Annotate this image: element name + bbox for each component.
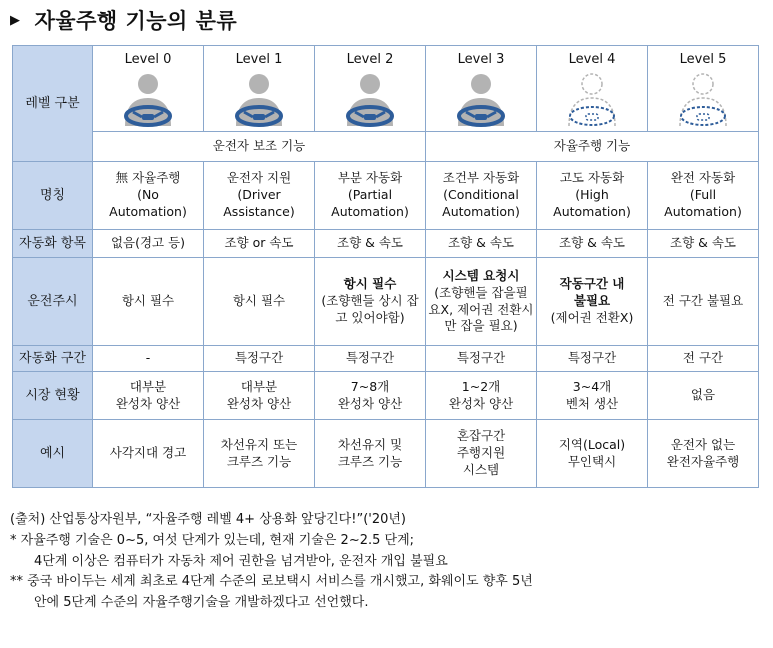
example-cell: 차선유지 및 크루즈 기능 (315, 420, 426, 488)
market-cell: 대부분 완성차 양산 (93, 372, 204, 420)
level-cell (648, 46, 759, 132)
level-cell (204, 46, 315, 132)
footnotes (10, 510, 765, 614)
page-title (10, 4, 237, 36)
triangle-bullet-icon: ▶ (10, 12, 21, 28)
driver-icon (230, 72, 288, 128)
level-label: Level 1 (235, 51, 283, 67)
zone-cell: 특정구간 (426, 346, 537, 372)
example-cell: 사각지대 경고 (93, 420, 204, 488)
footnote-2: ** 중국 바이두는 세계 최초로 4단계 수준의 로보택시 서비스를 개시했고, 화웨이도 향후 5년 (10, 574, 533, 590)
group-autonomous: 자율주행 기능 (426, 132, 759, 162)
driver-cell: 시스템 요청시 (조향핸들 잡을필 요X, 제어권 전환시 만 잡을 필요) (426, 258, 537, 346)
zone-cell: 특정구간 (204, 346, 315, 372)
market-cell: 대부분 완성차 양산 (204, 372, 315, 420)
name-cell: 고도 자동화 (High Automation) (537, 162, 648, 230)
market-cell: 3~4개 벤처 생산 (537, 372, 648, 420)
items-cell: 없음(경고 등) (93, 230, 204, 258)
items-cell: 조향 & 속도 (315, 230, 426, 258)
zone-cell: 특정구간 (537, 346, 648, 372)
name-cell: 조건부 자동화 (Conditional Automation) (426, 162, 537, 230)
level-label: Level 3 (457, 51, 505, 67)
row-header-example: 예시 (13, 420, 93, 488)
name-cell: 완전 자동화 (Full Automation) (648, 162, 759, 230)
driver-cell: 항시 필수 (93, 258, 204, 346)
level-label: Level 2 (346, 51, 394, 67)
autonomy-level-table (12, 45, 759, 488)
example-cell: 지역(Local) 무인택시 (537, 420, 648, 488)
driverless-icon (563, 72, 621, 128)
driverless-icon (674, 72, 732, 128)
row-header-zone: 자동화 구간 (13, 346, 93, 372)
level-cell (93, 46, 204, 132)
row-header-items: 자동화 항목 (13, 230, 93, 258)
group-assist: 운전자 보조 기능 (93, 132, 426, 162)
driver-icon (341, 72, 399, 128)
market-cell: 없음 (648, 372, 759, 420)
driver-icon (119, 72, 177, 128)
example-cell: 혼잡구간 주행지원 시스템 (426, 420, 537, 488)
footnote-1: * 자율주행 기술은 0~5, 여섯 단계가 있는데, 현재 기술은 2~2.5 단계; (10, 532, 415, 548)
name-cell: 부분 자동화 (Partial Automation) (315, 162, 426, 230)
example-cell: 운전자 없는 완전자율주행 (648, 420, 759, 488)
driver-cell: 항시 필수 (204, 258, 315, 346)
driver-icon (452, 72, 510, 128)
driver-cell: 작동구간 내 불필요 (제어권 전환X) (537, 258, 648, 346)
row-header-name: 명칭 (13, 162, 93, 230)
level-cell (537, 46, 648, 132)
items-cell: 조향 & 속도 (426, 230, 537, 258)
row-header-level: 레벨 구분 (13, 46, 93, 162)
zone-cell: - (93, 346, 204, 372)
driver-cell: 전 구간 불필요 (648, 258, 759, 346)
row-header-market: 시장 현황 (13, 372, 93, 420)
page-title-text: 자율주행 기능의 분류 (34, 9, 238, 33)
zone-cell: 특정구간 (315, 346, 426, 372)
level-label: Level 4 (568, 51, 616, 67)
items-cell: 조향 or 속도 (204, 230, 315, 258)
source-note: (출처) 산업통상자원부, “자율주행 레벨 4+ 상용화 앞당긴다!”('20년) (10, 512, 407, 527)
example-cell: 차선유지 또는 크루즈 기능 (204, 420, 315, 488)
zone-cell: 전 구간 (648, 346, 759, 372)
level-label: Level 0 (124, 51, 172, 67)
name-cell: 운전자 지원 (Driver Assistance) (204, 162, 315, 230)
level-cell (426, 46, 537, 132)
level-label: Level 5 (679, 51, 727, 67)
level-cell (315, 46, 426, 132)
name-cell: 無 자율주행 (No Automation) (93, 162, 204, 230)
market-cell: 7~8개 완성차 양산 (315, 372, 426, 420)
row-header-driver: 운전주시 (13, 258, 93, 346)
driver-cell: 항시 필수 (조향핸들 상시 잡 고 있어야함) (315, 258, 426, 346)
items-cell: 조향 & 속도 (648, 230, 759, 258)
footnote-2-cont: 안에 5단계 수준의 자율주행기술을 개발하겠다고 선언했다. (34, 595, 369, 611)
items-cell: 조향 & 속도 (537, 230, 648, 258)
footnote-1-cont: 4단계 이상은 컴퓨터가 자동차 제어 권한을 넘겨받아, 운전자 개입 불필요 (34, 553, 448, 569)
market-cell: 1~2개 완성차 양산 (426, 372, 537, 420)
